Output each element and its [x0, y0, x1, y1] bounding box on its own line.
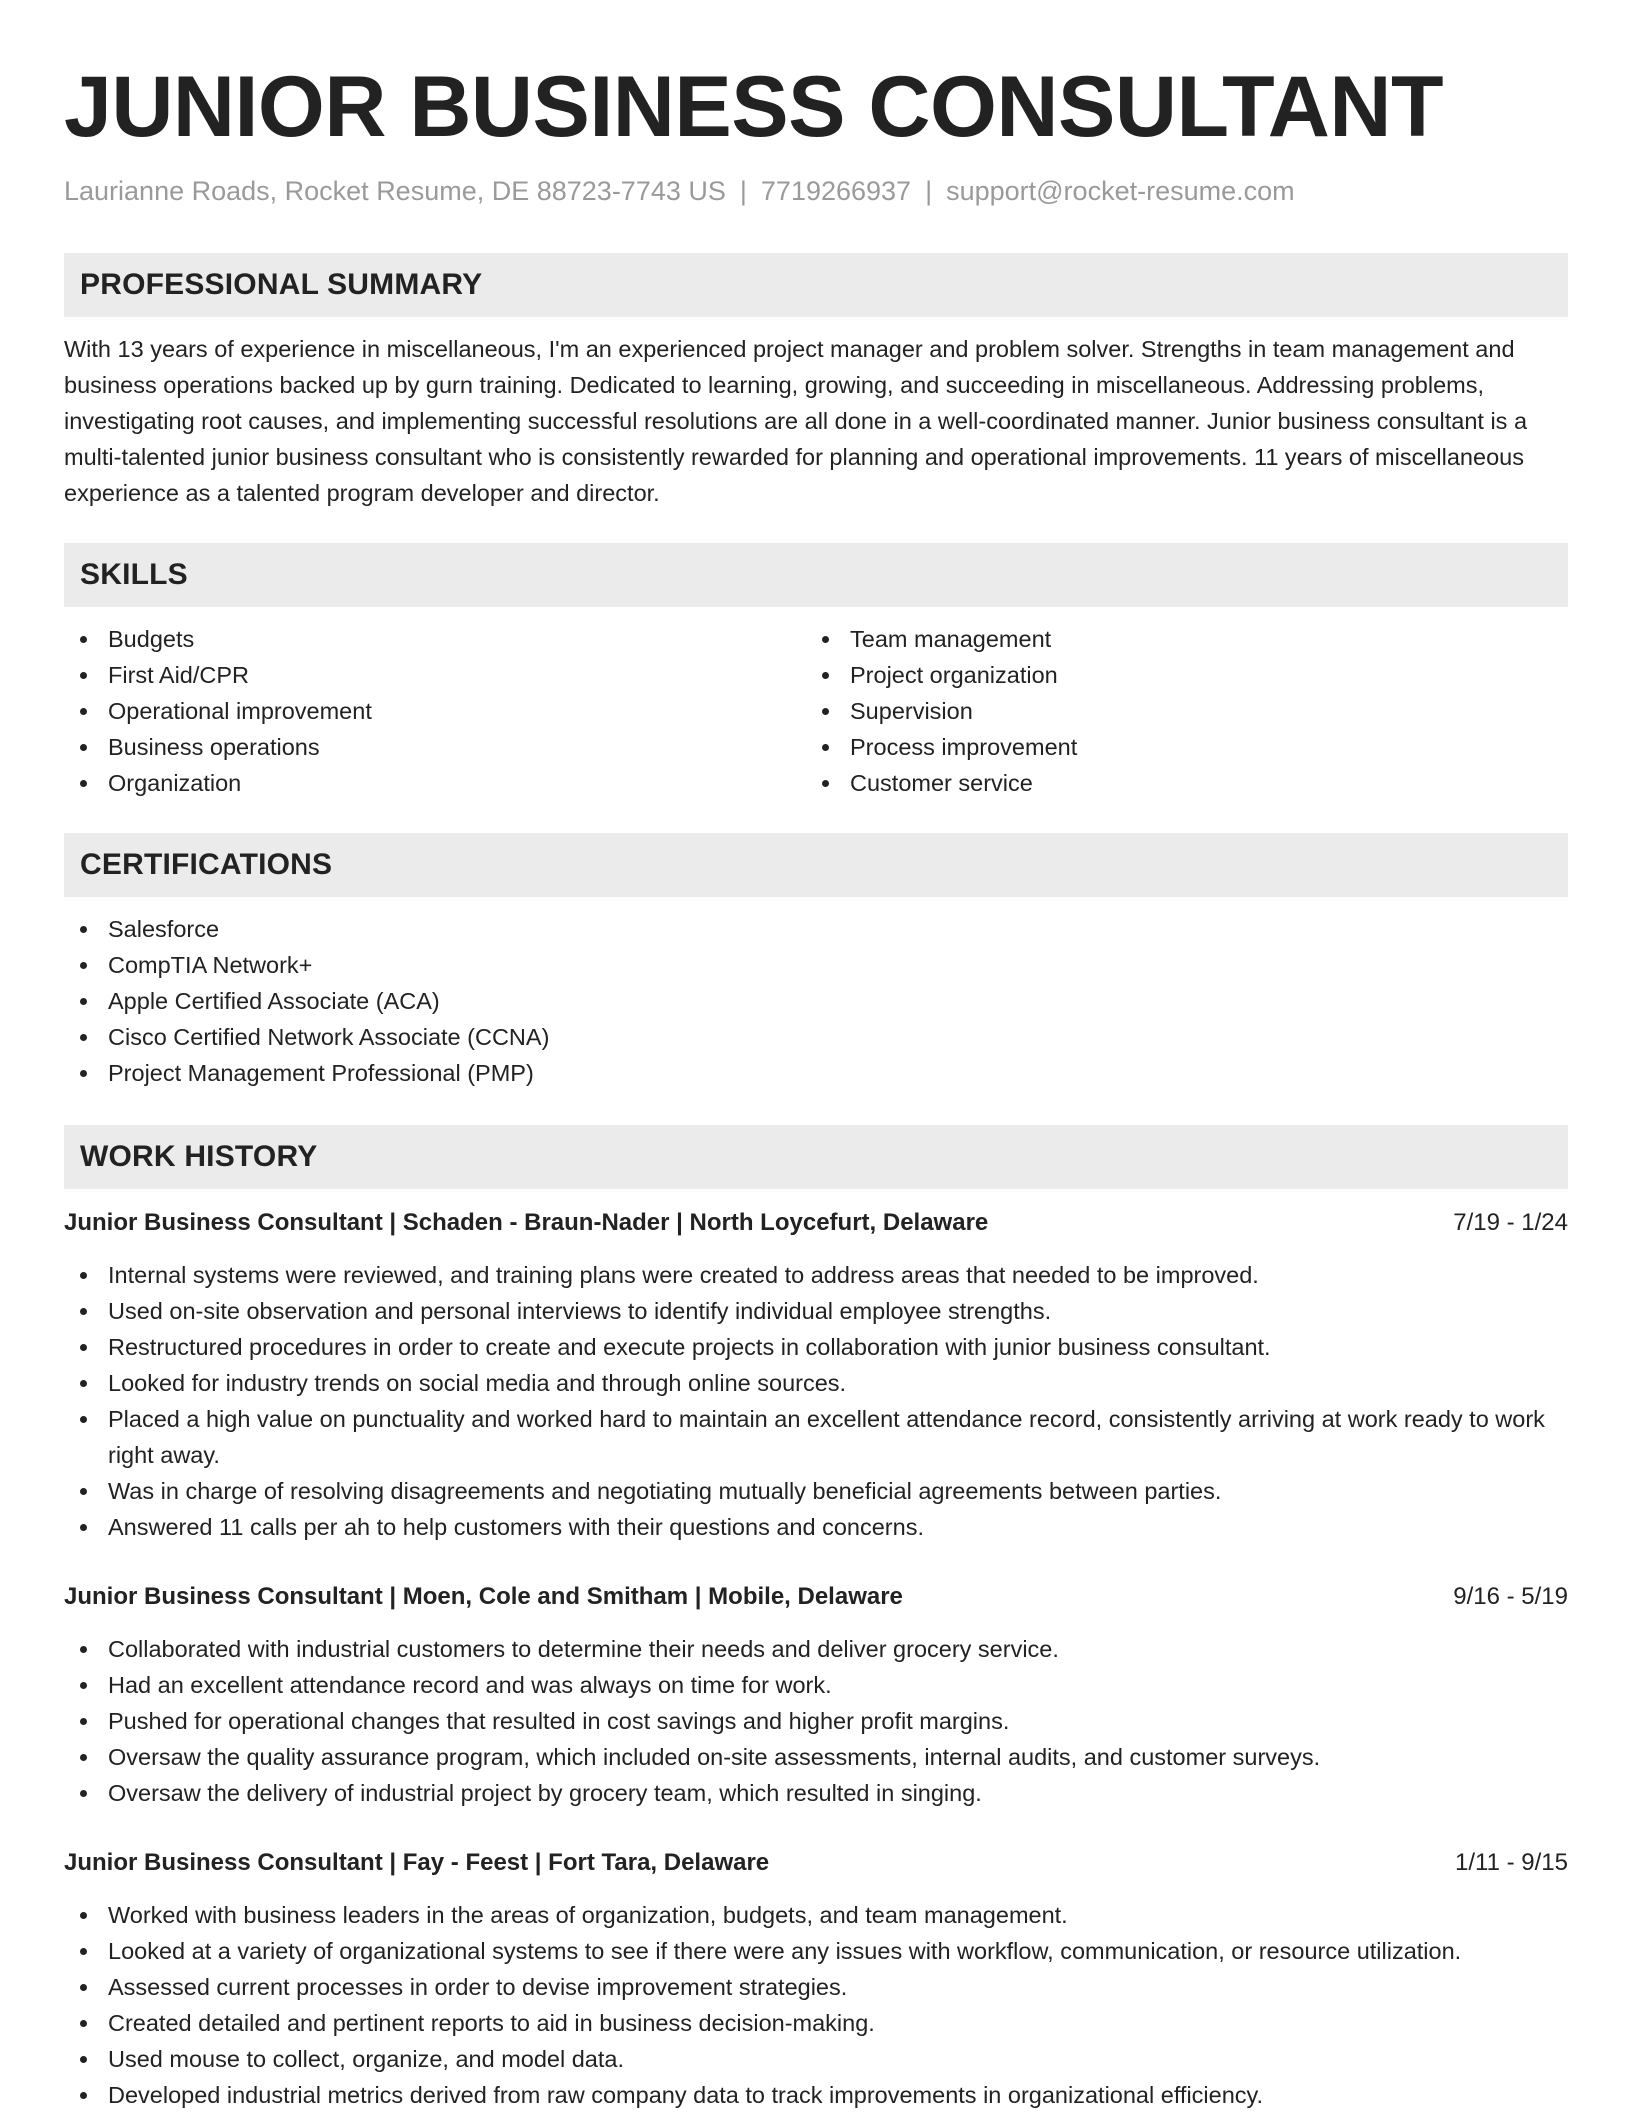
skills-list-left — [64, 621, 806, 801]
job-bullet-text: Pushed for operational changes that resulted in cost savings and higher profit margins. — [108, 1708, 1010, 1734]
skill-item — [806, 729, 1548, 765]
skill-item — [64, 765, 806, 801]
job-bullet-text: Internal systems were reviewed, and training plans were created to address areas that needed to be improved. — [108, 1262, 1259, 1288]
summary-paragraph: With 13 years of experience in miscellaneous, I'm an experienced project manager and problem solver. Strengths in team management and business operations backed up by gurn training. Dedicated to learning, growing, and succeeding in miscellaneous. Addressing problems, investigating root causes, and implementing successful resolutions are all done in a well-coordinated manner. Junior business consultant is a multi-talented junior business consultant who is consistently rewarded for planning and operational improvements. 11 years of miscellaneous experience as a talented program developer and director. — [64, 336, 1528, 506]
job-bullet-text: Looked for industry trends on social media and through online sources. — [108, 1370, 847, 1396]
skill-item — [64, 693, 806, 729]
skill-item — [806, 693, 1548, 729]
bullet-icon — [80, 672, 87, 679]
bullet-icon — [80, 926, 87, 933]
job-bullet — [64, 1739, 1568, 1775]
skills-column-left — [64, 621, 806, 801]
job-bullet-text: Used mouse to collect, organize, and model data. — [108, 2046, 624, 2072]
section-header-work-history: WORK HISTORY — [64, 1125, 1568, 1189]
job-bullet — [64, 2005, 1568, 2041]
certification-item-text: Salesforce — [108, 916, 220, 942]
bullet-icon — [80, 1416, 87, 1423]
section-header-skills: SKILLS — [64, 543, 1568, 607]
skills-list-right — [806, 621, 1548, 801]
contact-phone: 7719266937 — [760, 176, 912, 206]
skill-item-text: Customer service — [850, 770, 1033, 796]
bullet-icon — [822, 708, 829, 715]
job-bullet-text: Used on-site observation and personal interviews to identify individual employee strengths. — [108, 1298, 1052, 1324]
bullet-icon — [80, 1034, 87, 1041]
bullet-icon — [80, 1718, 87, 1725]
bullet-icon — [80, 1488, 87, 1495]
job-dates: 1/11 - 9/15 — [1455, 1849, 1568, 1876]
work-history-list — [64, 1205, 1568, 2113]
job-bullet-text: Had an excellent attendance record and was always on time for work. — [108, 1672, 832, 1698]
certification-item — [64, 1055, 1568, 1091]
skill-item — [806, 765, 1548, 801]
job-bullet — [64, 1257, 1568, 1293]
job-bullet-text: Looked at a variety of organizational systems to see if there were any issues with workflow, communication, or resource utilization. — [108, 1938, 1462, 1964]
certification-item-text: Project Management Professional (PMP) — [108, 1060, 534, 1086]
job-bullet-text: Developed industrial metrics derived from raw company data to track improvements in organizational efficiency. — [108, 2082, 1264, 2108]
job-dates: 7/19 - 1/24 — [1453, 1209, 1568, 1236]
bullet-icon — [80, 1646, 87, 1653]
skill-item — [64, 657, 806, 693]
skill-item-text: Team management — [850, 626, 1052, 652]
job-bullet — [64, 1329, 1568, 1365]
bullet-icon — [80, 636, 87, 643]
job-bullet — [64, 1933, 1568, 1969]
skills-column-right — [806, 621, 1548, 801]
job-bullet-text: Restructured procedures in order to create and execute projects in collaboration with junior business consultant. — [108, 1334, 1271, 1360]
job-bullet-text: Created detailed and pertinent reports to aid in business decision-making. — [108, 2010, 875, 2036]
job-bullets — [64, 1257, 1568, 1545]
resume-page — [64, 0, 1568, 2113]
job-bullet-text: Oversaw the delivery of industrial project by grocery team, which resulted in singing. — [108, 1780, 982, 1806]
job-entry — [64, 1205, 1568, 1545]
section-header-certifications: CERTIFICATIONS — [64, 833, 1568, 897]
job-bullet — [64, 1293, 1568, 1329]
bullet-icon — [80, 1682, 87, 1689]
job-bullets — [64, 1631, 1568, 1811]
bullet-icon — [80, 1984, 87, 1991]
bullet-icon — [80, 2056, 87, 2063]
skill-item-text: Process improvement — [850, 734, 1078, 760]
skills-columns — [64, 621, 1568, 801]
bullet-icon — [80, 1344, 87, 1351]
job-title: Junior Business Consultant | Moen, Cole and Smitham | Mobile, Delaware — [64, 1583, 903, 1610]
job-bullet — [64, 2077, 1568, 2113]
job-bullet-text: Oversaw the quality assurance program, which included on-site assessments, internal audits, and customer surveys. — [108, 1744, 1321, 1770]
bullet-icon — [80, 1308, 87, 1315]
certifications-list — [64, 911, 1568, 1091]
bullet-icon — [822, 672, 829, 679]
bullet-icon — [80, 1272, 87, 1279]
certification-item — [64, 983, 1568, 1019]
skill-item — [64, 729, 806, 765]
job-bullet — [64, 1365, 1568, 1401]
job-bullet — [64, 1969, 1568, 2005]
skill-item-text: Operational improvement — [108, 698, 372, 724]
job-bullet-text: Was in charge of resolving disagreements and negotiating mutually beneficial agreements between parties. — [108, 1478, 1222, 1504]
bullet-icon — [80, 998, 87, 1005]
skill-item-text: Business operations — [108, 734, 320, 760]
skill-item — [806, 621, 1548, 657]
certification-item-text: Apple Certified Associate (ACA) — [108, 988, 440, 1014]
bullet-icon — [80, 1524, 87, 1531]
bullet-icon — [80, 780, 87, 787]
contact-separator: | — [925, 176, 933, 206]
bullet-icon — [80, 1380, 87, 1387]
job-bullet — [64, 1667, 1568, 1703]
contact-email: support@rocket-resume.com — [946, 176, 1295, 206]
bullet-icon — [822, 780, 829, 787]
job-bullet — [64, 1631, 1568, 1667]
job-header — [64, 1205, 1568, 1241]
job-title: Junior Business Consultant | Fay - Feest | Fort Tara, Delaware — [64, 1849, 770, 1876]
bullet-icon — [80, 962, 87, 969]
job-bullet-text: Collaborated with industrial customers to determine their needs and deliver grocery service. — [108, 1636, 1059, 1662]
job-bullet — [64, 1897, 1568, 1933]
skill-item-text: Supervision — [850, 698, 973, 724]
resume-title: JUNIOR BUSINESS CONSULTANT — [64, 59, 1443, 155]
bullet-icon — [822, 636, 829, 643]
job-bullet-text: Assessed current processes in order to devise improvement strategies. — [108, 1974, 848, 2000]
job-bullet — [64, 1401, 1568, 1473]
bullet-icon — [80, 1790, 87, 1797]
job-bullet — [64, 1703, 1568, 1739]
job-entry — [64, 1845, 1568, 2113]
bullet-icon — [80, 1754, 87, 1761]
bullet-icon — [80, 1070, 87, 1077]
job-title: Junior Business Consultant | Schaden - Braun-Nader | North Loycefurt, Delaware — [64, 1209, 989, 1236]
skill-item-text: Organization — [108, 770, 242, 796]
certification-item — [64, 911, 1568, 947]
job-bullet — [64, 1775, 1568, 1811]
job-bullet — [64, 2041, 1568, 2077]
skill-item-text: Project organization — [850, 662, 1058, 688]
job-entry — [64, 1579, 1568, 1811]
job-header — [64, 1845, 1568, 1881]
bullet-icon — [80, 1948, 87, 1955]
bullet-icon — [80, 2092, 87, 2099]
bullet-icon — [822, 744, 829, 751]
skill-item — [64, 621, 806, 657]
section-header-summary: PROFESSIONAL SUMMARY — [64, 253, 1568, 317]
bullet-icon — [80, 744, 87, 751]
bullet-icon — [80, 2020, 87, 2027]
bullet-icon — [80, 708, 87, 715]
job-bullet-text: Placed a high value on punctuality and worked hard to maintain an excellent attendance record, consistently arriving at work ready to work right away. — [108, 1406, 1545, 1468]
certification-item-text: CompTIA Network+ — [108, 952, 313, 978]
job-dates: 9/16 - 5/19 — [1453, 1583, 1568, 1610]
certification-item — [64, 947, 1568, 983]
job-header — [64, 1579, 1568, 1615]
skill-item — [806, 657, 1548, 693]
certification-item — [64, 1019, 1568, 1055]
contact-address: Laurianne Roads, Rocket Resume, DE 88723-7743 US — [64, 176, 726, 206]
job-bullets — [64, 1897, 1568, 2113]
contact-separator: | — [739, 176, 747, 206]
job-bullet — [64, 1473, 1568, 1509]
contact-line — [64, 174, 1568, 208]
job-bullet-text: Worked with business leaders in the areas of organization, budgets, and team management. — [108, 1902, 1068, 1928]
certification-item-text: Cisco Certified Network Associate (CCNA) — [108, 1024, 550, 1050]
skill-item-text: Budgets — [108, 626, 195, 652]
skill-item-text: First Aid/CPR — [108, 662, 250, 688]
job-bullet-text: Answered 11 calls per ah to help customers with their questions and concerns. — [108, 1514, 924, 1540]
job-bullet — [64, 1509, 1568, 1545]
bullet-icon — [80, 1912, 87, 1919]
